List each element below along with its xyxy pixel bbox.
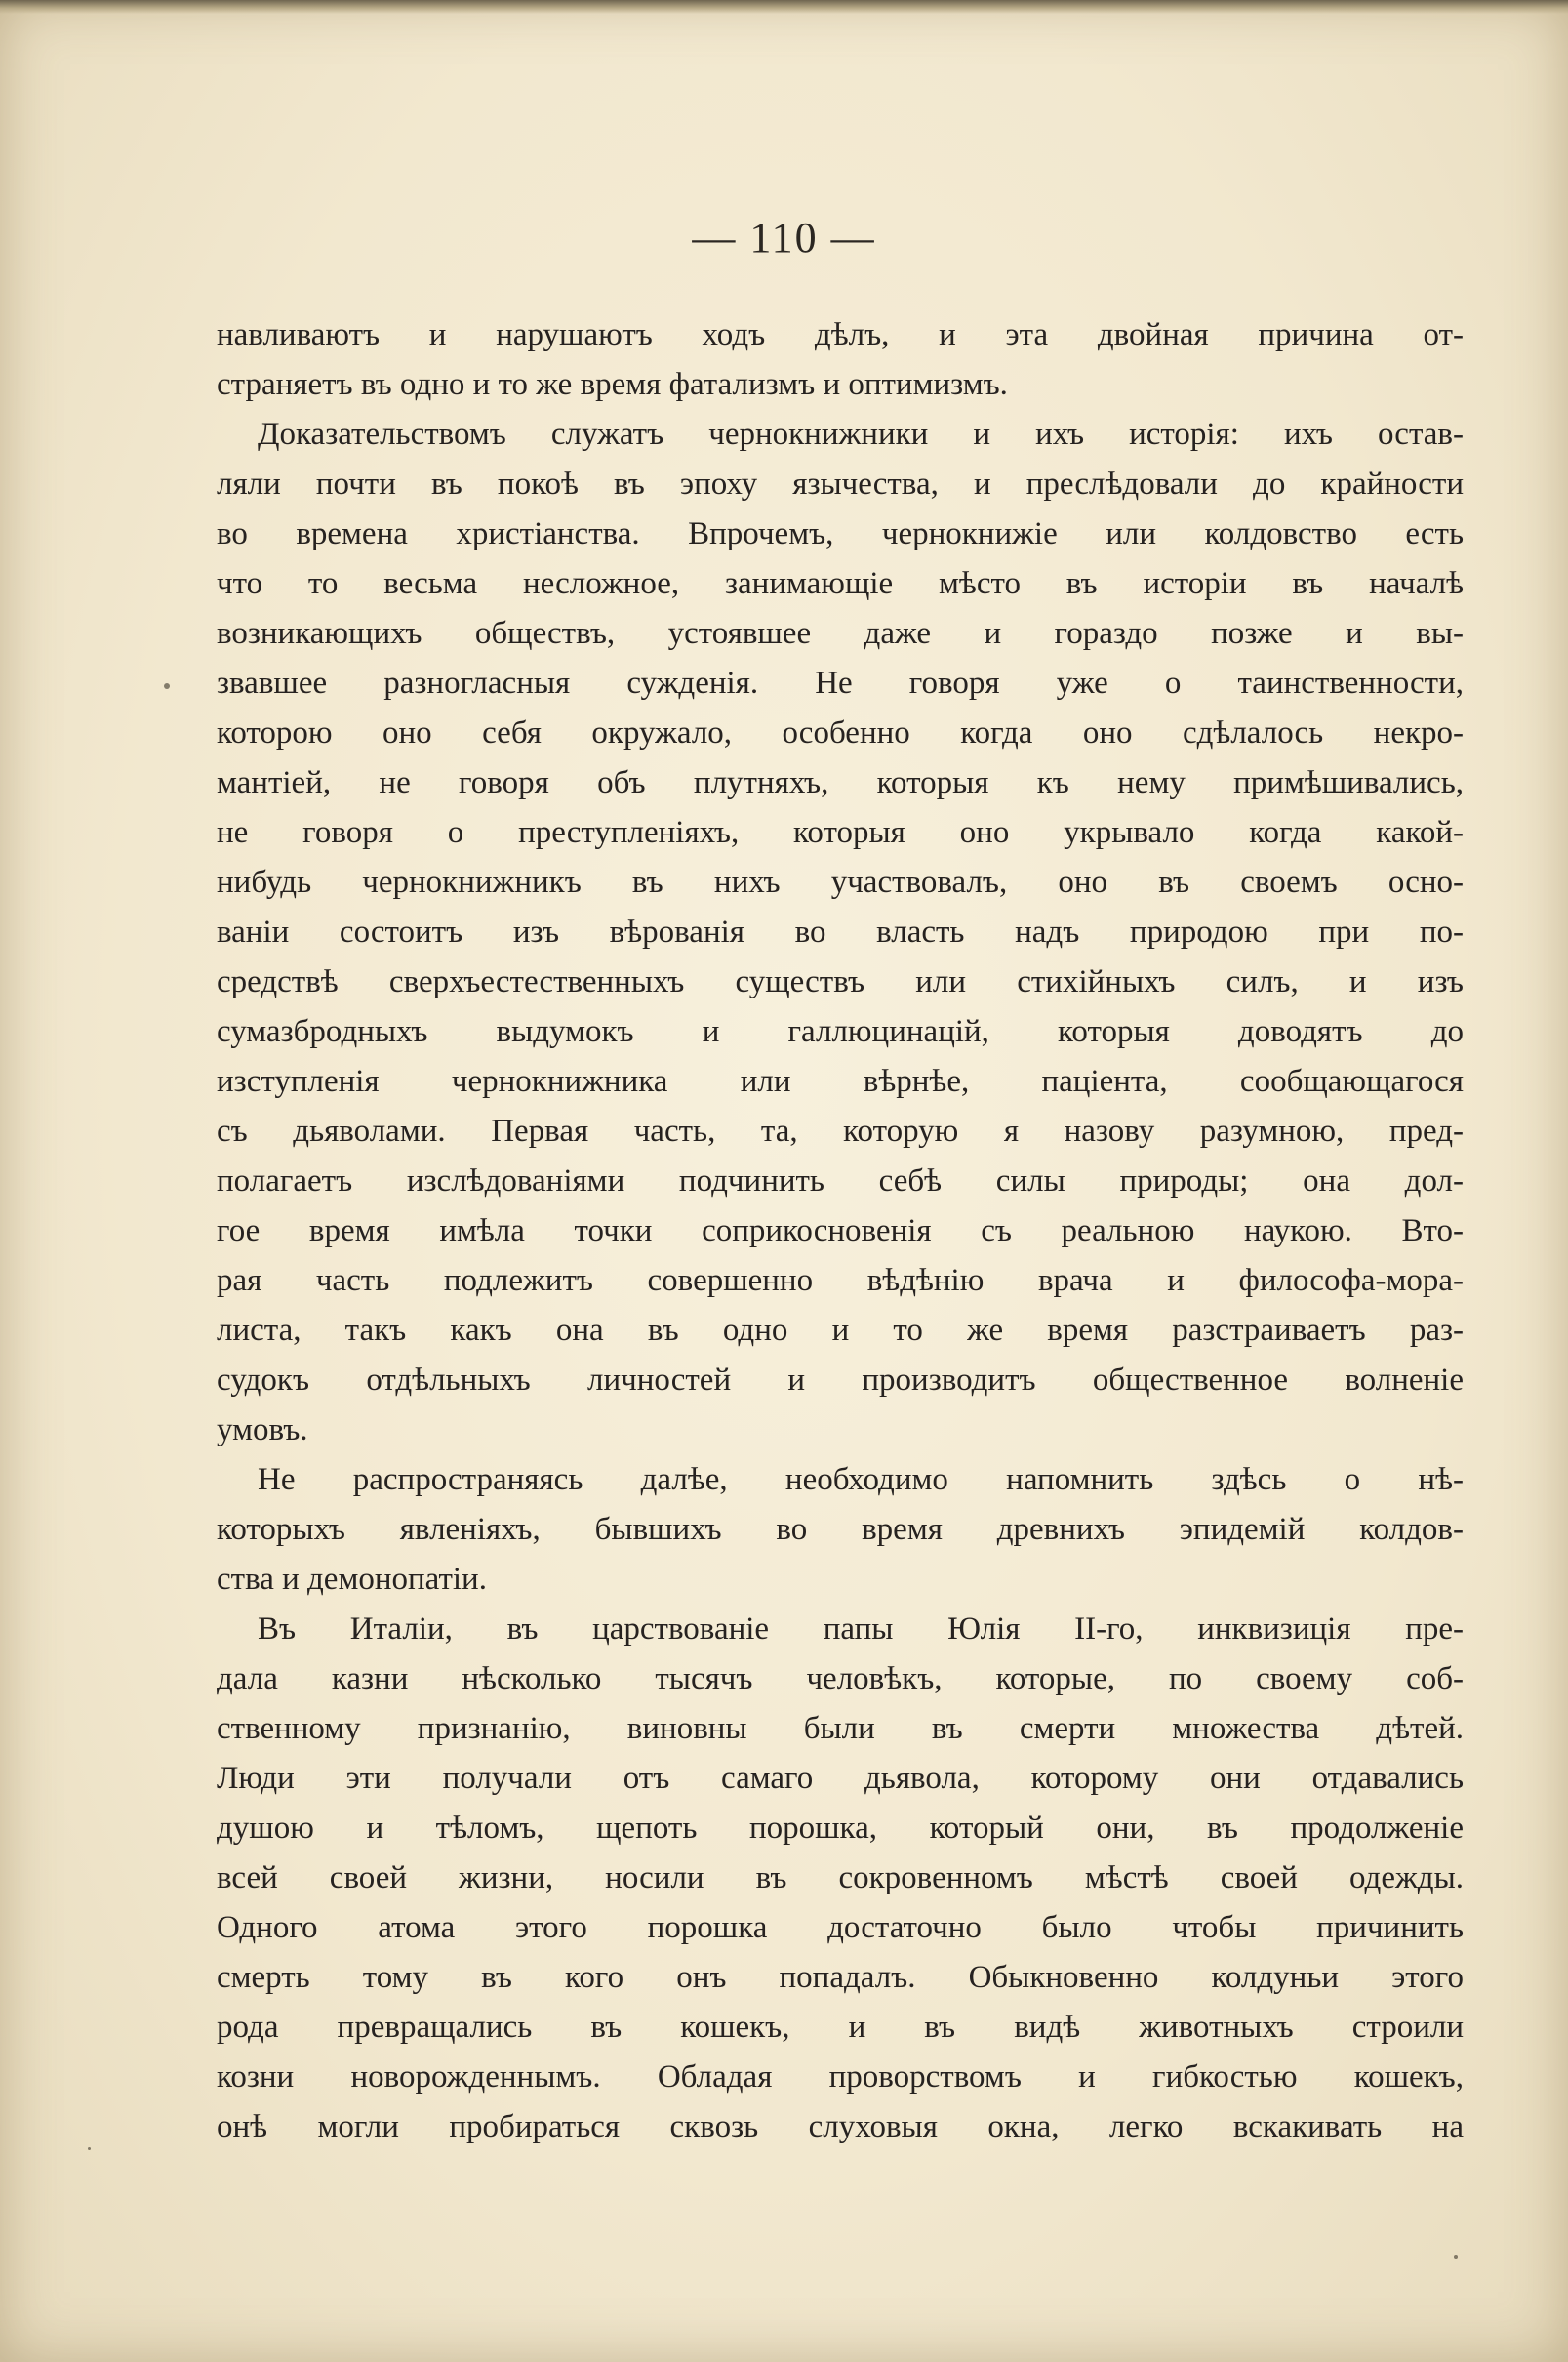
text-line: навливаютъ и нарушаютъ ходъ дѣлъ, и эта двойная причина от- xyxy=(217,317,1464,352)
text-line: душою и тѣломъ, щепоть порошка, который они, въ продолженіе xyxy=(217,1811,1464,1846)
text-line: Одного атома этого порошка достаточно было чтобы причинить xyxy=(217,1910,1464,1945)
text-line: звавшее разногласныя сужденія. Не говоря уже о таинственности, xyxy=(217,666,1464,701)
page-number: — 110 — xyxy=(692,214,876,262)
page-top-edge xyxy=(0,0,1568,14)
text-line: во времена христіанства. Впрочемъ, чернокнижіе или колдовство есть xyxy=(217,516,1464,551)
text-line: Люди эти получали отъ самаго дьявола, которому они отдавались xyxy=(217,1761,1464,1796)
text-line: мантіей, не говоря объ плутняхъ, которыя къ нему примѣшивались, xyxy=(217,765,1464,800)
body-text xyxy=(217,310,1464,2152)
text-line: козни новорожденнымъ. Обладая проворствомъ и гибкостью кошекъ, xyxy=(217,2059,1464,2095)
text-line: которыхъ явленіяхъ, бывшихъ во время древнихъ эпидемій колдов- xyxy=(217,1512,1464,1547)
paper-speck xyxy=(88,2147,91,2150)
text-line: полагаетъ изслѣдованіями подчинить себѣ силы природы; она дол- xyxy=(217,1163,1464,1199)
text-line: ства и демонопатіи. xyxy=(217,1562,487,1597)
text-line: нибудь чернокнижникъ въ нихъ участвовалъ, оно въ своемъ осно- xyxy=(217,865,1464,900)
text-line: дала казни нѣсколько тысячъ человѣкъ, которые, по своему соб- xyxy=(217,1661,1464,1696)
paper-speck xyxy=(164,683,170,689)
text-line: Доказательствомъ служатъ чернокнижники и ихъ исторія: ихъ остав- xyxy=(258,417,1464,452)
text-line: страняетъ въ одно и то же время фатализмъ и оптимизмъ. xyxy=(217,367,1008,402)
text-line: сумазбродныхъ выдумокъ и галлюцинацій, которыя доводятъ до xyxy=(217,1014,1464,1049)
text-line: смерть тому въ кого онъ попадалъ. Обыкновенно колдуньи этого xyxy=(217,1960,1464,1995)
paper-speck xyxy=(1454,2255,1458,2259)
text-line: листа, такъ какъ она въ одно и то же время разстраиваетъ раз- xyxy=(217,1313,1464,1348)
text-line: ваніи состоитъ изъ вѣрованія во власть надъ природою при по- xyxy=(217,915,1464,950)
text-line: съ дьяволами. Первая часть, та, которую я назову разумною, пред- xyxy=(217,1114,1464,1149)
text-line: Не распространяясь далѣе, необходимо напомнить здѣсь о нѣ- xyxy=(258,1462,1464,1497)
text-line: Въ Италіи, въ царствованіе папы Юлія II-го, инквизиція пре- xyxy=(258,1611,1464,1647)
text-line: рода превращались въ кошекъ, и въ видѣ животныхъ строили xyxy=(217,2010,1464,2045)
text-line: что то весьма несложное, занимающіе мѣсто въ исторіи въ началѣ xyxy=(217,566,1464,601)
text-line: ляли почти въ покоѣ въ эпоху язычества, и преслѣдовали до крайности xyxy=(217,467,1464,502)
text-line: всей своей жизни, носили въ сокровенномъ мѣстѣ своей одежды. xyxy=(217,1860,1464,1895)
text-line: возникающихъ обществъ, устоявшее даже и гораздо позже и вы- xyxy=(217,616,1464,651)
text-line: которою оно себя окружало, особенно когда оно сдѣлалось некро- xyxy=(217,715,1464,751)
text-line: изступленія чернокнижника или вѣрнѣе, паціента, сообщающагося xyxy=(217,1064,1464,1099)
text-line: рая часть подлежитъ совершенно вѣдѣнію врача и философа-мора- xyxy=(217,1263,1464,1298)
text-line: онѣ могли пробираться сквозь слуховыя окна, легко вскакивать на xyxy=(217,2109,1464,2144)
text-line: гое время имѣла точки соприкосновенія съ реальною наукою. Вто- xyxy=(217,1213,1464,1248)
text-line: умовъ. xyxy=(217,1412,308,1447)
text-line: судокъ отдѣльныхъ личностей и производитъ общественное волненіе xyxy=(217,1363,1464,1398)
text-line: средствѣ сверхъестественныхъ существъ или стихійныхъ силъ, и изъ xyxy=(217,964,1464,999)
text-line: ственному признанію, виновны были въ смерти множества дѣтей. xyxy=(217,1711,1464,1746)
text-line: не говоря о преступленіяхъ, которыя оно укрывало когда какой- xyxy=(217,815,1464,850)
